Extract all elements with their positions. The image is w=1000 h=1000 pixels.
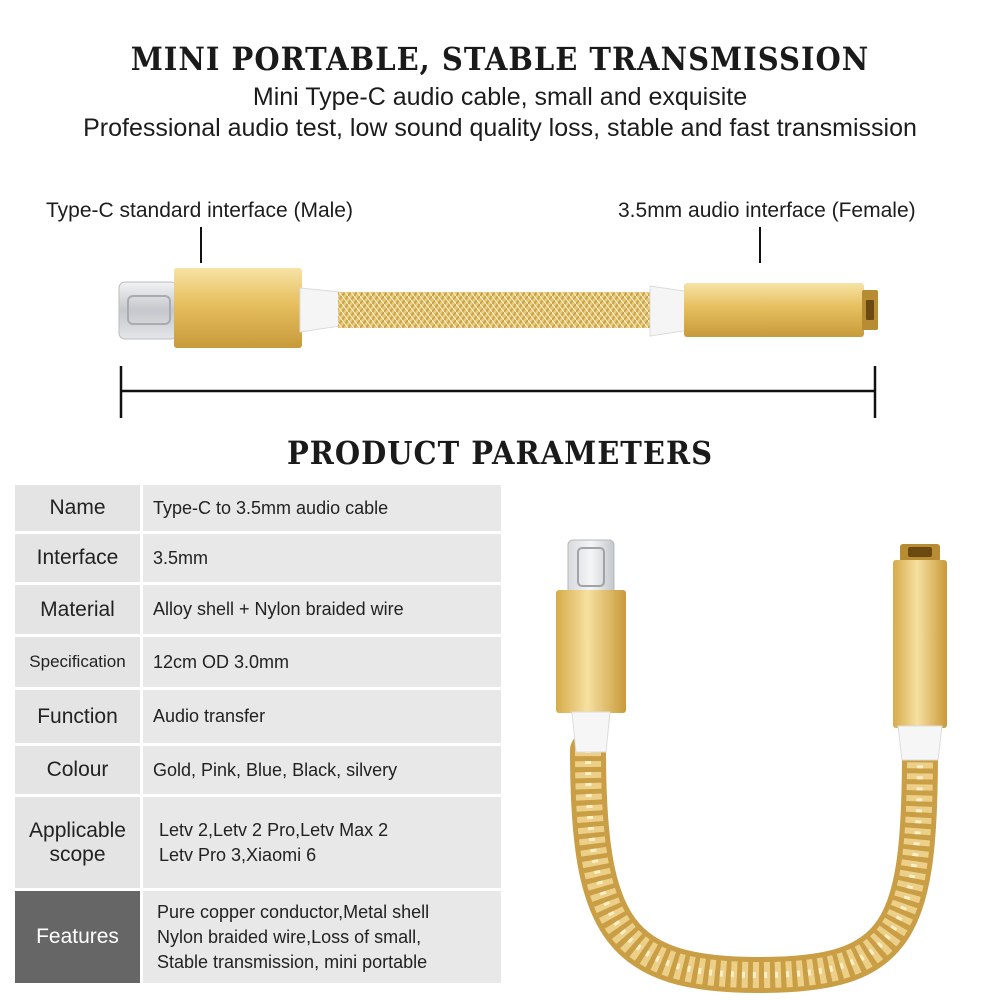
param-label [15, 797, 140, 888]
param-value [143, 891, 501, 983]
param-row-scope [15, 797, 501, 888]
headline-top: MINI PORTABLE, STABLE TRANSMISSION [130, 40, 870, 78]
param-row-name [15, 485, 501, 531]
param-value-line: Nylon braided wire,Loss of small, [157, 926, 422, 947]
param-value-line: Pure copper conductor,Metal shell [157, 901, 430, 922]
callout-type-c: Type-C standard interface (Male) [46, 199, 353, 222]
param-label-line: scope [49, 842, 106, 866]
param-row-features [15, 891, 501, 983]
param-label-line: Applicable [29, 818, 126, 842]
length-bracket [121, 366, 875, 418]
param-value-line: Stable transmission, mini portable [157, 951, 428, 972]
subtitle-2: Professional audio test, low sound quality loss, stable and fast transmission [83, 114, 917, 142]
param-value: Audio transfer [143, 690, 501, 743]
callout-3-5mm: 3.5mm audio interface (Female) [618, 199, 916, 222]
param-label: Features [15, 891, 140, 983]
param-row-material [15, 585, 501, 634]
param-value-line: Letv Pro 3,Xiaomi 6 [159, 844, 317, 865]
param-row-function [15, 690, 501, 743]
param-label: Material [15, 585, 140, 634]
horizontal-cable [119, 268, 878, 348]
param-label: Interface [15, 534, 140, 582]
param-value: Type-C to 3.5mm audio cable [143, 485, 501, 531]
param-value-line: Letv 2,Letv 2 Pro,Letv Max 2 [159, 819, 389, 840]
headline-params: PRODUCT PARAMETERS [286, 434, 714, 472]
param-label: Colour [15, 746, 140, 794]
param-label: Function [15, 690, 140, 743]
param-value: 12cm OD 3.0mm [143, 637, 501, 687]
subtitle-1: Mini Type-C audio cable, small and exquisite [252, 83, 748, 111]
param-row-interface [15, 534, 501, 582]
parameters-table [15, 485, 501, 986]
param-value: Gold, Pink, Blue, Black, silvery [143, 746, 501, 794]
param-value: Alloy shell + Nylon braided wire [143, 585, 501, 634]
param-value: 3.5mm [143, 534, 501, 582]
param-row-spec [15, 637, 501, 687]
u-shaped-cable [556, 540, 947, 975]
param-label: Specification [15, 637, 140, 687]
param-label: Name [15, 485, 140, 531]
param-row-colour [15, 746, 501, 794]
param-value [143, 797, 501, 888]
